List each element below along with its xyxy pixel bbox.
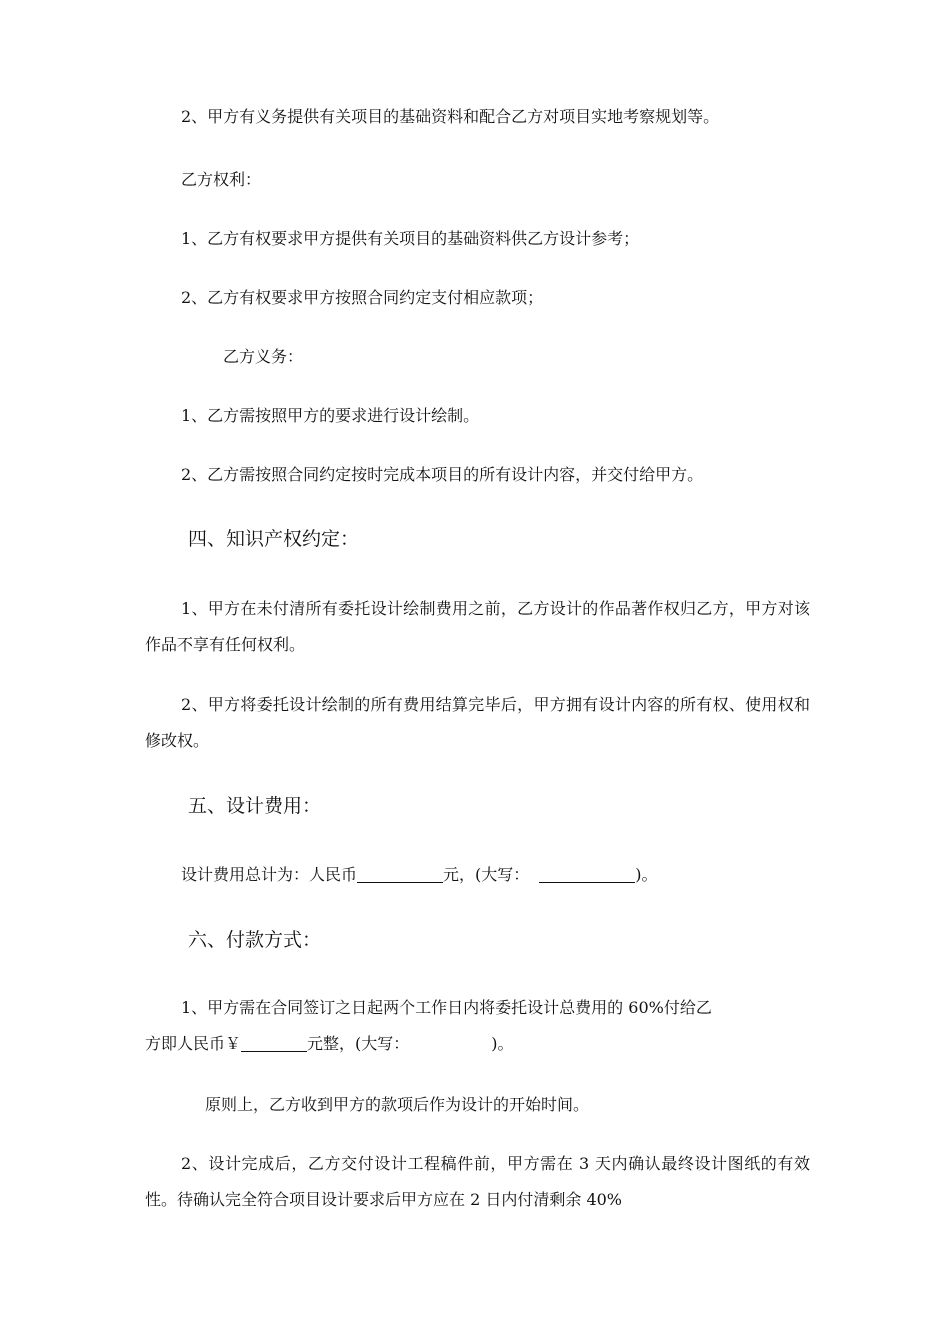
fee-capital-blank[interactable] <box>539 864 635 883</box>
fee-prefix: 设计费用总计为：人民币 <box>181 865 358 884</box>
paragraph-party-b-obligation-1: 1、乙方需按照甲方的要求进行设计绘制。 <box>181 406 480 425</box>
down-payment-mid: 元整，(大写： <box>307 1034 410 1053</box>
party-b-rights-label: 乙方权利： <box>181 170 262 189</box>
down-payment-amount-blank[interactable] <box>241 1033 307 1052</box>
paragraph-party-b-obligation-2: 2、乙方需按照合同约定按时完成本项目的所有设计内容，并交付给甲方。 <box>181 465 704 484</box>
fee-amount-blank[interactable] <box>357 864 443 883</box>
down-payment-suffix: )。 <box>491 1034 514 1053</box>
section-4-paragraph-2: 2、甲方将委托设计绘制的所有费用结算完毕后，甲方拥有设计内容的所有权、使用权和修改权。 <box>145 695 810 750</box>
fee-mid: 元，(大写： <box>443 865 530 884</box>
section-6-paragraph-1-line-1: 1、甲方需在合同签订之日起两个工作日内将委托设计总费用的 60%付给乙 <box>181 998 712 1017</box>
section-6-heading: 六、付款方式： <box>188 929 322 951</box>
design-fee-line <box>145 857 846 893</box>
section-4-heading: 四、知识产权约定： <box>188 528 360 550</box>
paragraph-party-a-obligation-2: 2、甲方有义务提供有关项目的基础资料和配合乙方对项目实地考察规划等。 <box>181 107 720 126</box>
party-b-obligations-label: 乙方义务： <box>223 347 304 366</box>
fee-suffix: )。 <box>635 865 658 884</box>
down-payment-prefix: 方即人民币￥ <box>145 1034 242 1053</box>
section-6-paragraph-start-time: 原则上，乙方收到甲方的款项后作为设计的开始时间。 <box>205 1095 590 1114</box>
section-6-paragraph-2: 2、设计完成后，乙方交付设计工程稿件前，甲方需在 3 天内确认最终设计图纸的有效性。待确认完全符合项目设计要求后甲方应在 2 日内付清剩余 40% <box>145 1154 810 1209</box>
paragraph-party-b-right-2: 2、乙方有权要求甲方按照合同约定支付相应款项； <box>181 288 544 307</box>
section-5-heading: 五、设计费用： <box>188 795 322 817</box>
paragraph-party-b-right-1: 1、乙方有权要求甲方提供有关项目的基础资料供乙方设计参考； <box>181 229 640 248</box>
section-6-paragraph-1-line-2 <box>145 1026 810 1062</box>
section-4-paragraph-1: 1、甲方在未付清所有委托设计绘制费用之前，乙方设计的作品著作权归乙方，甲方对该作品不享有任何权利。 <box>145 599 810 654</box>
